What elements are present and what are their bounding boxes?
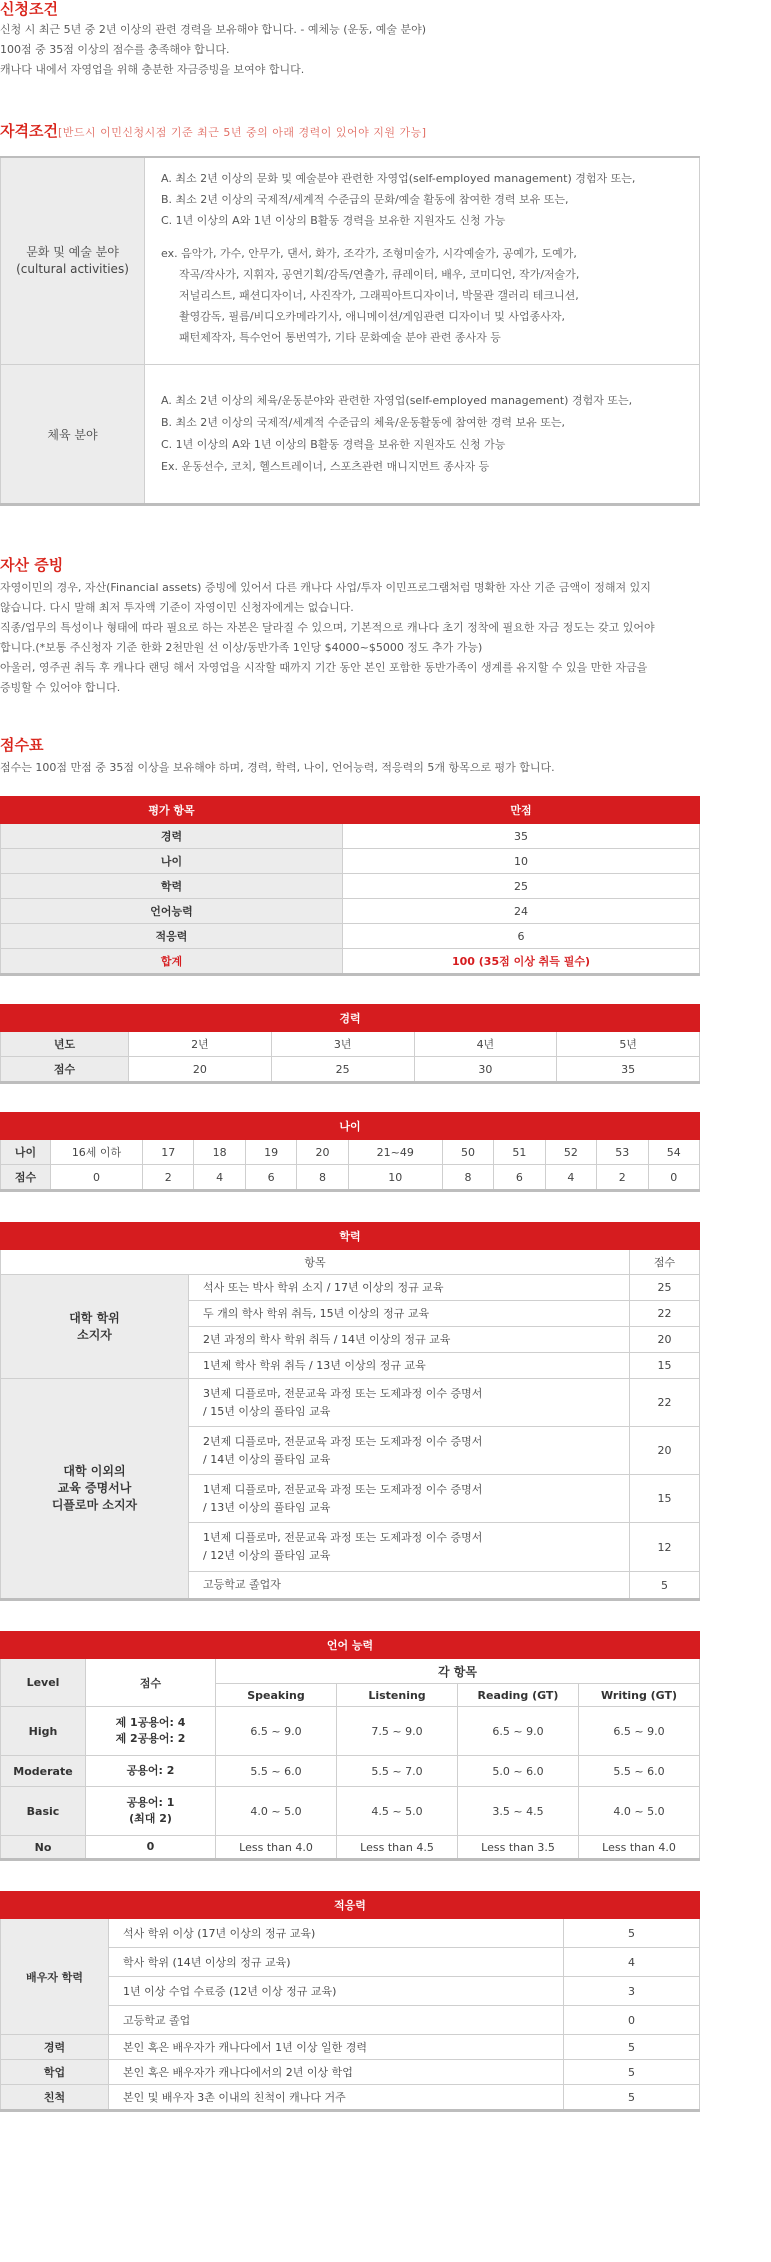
adapt-table: [0, 1891, 700, 2112]
age-ages-row: [1, 1140, 700, 1165]
edu-row: [1, 1275, 700, 1301]
edu-score: 25: [630, 1275, 700, 1301]
age-score-cell: 6: [245, 1165, 296, 1191]
edu-item: 3년제 디플로마, 전문교육 과정 또는 도제과정 이수 증명서 / 15년 이상의 풀타임 교육: [189, 1379, 630, 1427]
lang-head-score: 점수: [86, 1659, 216, 1707]
lang-head-each: 각 항목: [216, 1659, 700, 1684]
career-year-label: 년도: [1, 1032, 129, 1057]
adapt-table-head: [1, 1892, 700, 1919]
qual-table: [0, 156, 700, 506]
adapt-item: 본인 및 배우자 3촌 이내의 친척이 캐나다 거주: [109, 2085, 564, 2111]
adapt-score: 5: [564, 2035, 700, 2060]
age-score-cell: 4: [545, 1165, 596, 1191]
lang-value: Less than 4.0: [579, 1836, 700, 1860]
adapt-score: 4: [564, 1948, 700, 1977]
adapt-other-label: 경력: [1, 2035, 109, 2060]
lang-skill-head: Reading (GT): [458, 1684, 579, 1707]
lang-score: 공용어: 1 (최대 2): [86, 1787, 216, 1836]
score-total-label: 합계: [1, 949, 343, 975]
adapt-score: 5: [564, 2085, 700, 2111]
lang-score: 공용어: 2: [86, 1756, 216, 1787]
score-item-max: 10: [343, 849, 700, 874]
age-age-cell: 50: [442, 1140, 493, 1165]
qual-title-text: 자격조건: [0, 122, 58, 140]
adapt-item: 석사 학위 이상 (17년 이상의 정규 교육): [109, 1919, 564, 1948]
edu-item: 고등학교 졸업자: [189, 1572, 630, 1600]
qual-sports-line: A. 최소 2년 이상의 체육/운동분야와 관련한 자영업(self-employed management) 경험자 또는,: [161, 394, 633, 407]
edu-score: 15: [630, 1475, 700, 1523]
qual-sports-line: Ex. 운동선수, 코치, 헬스트레이너, 스포츠관련 매니지먼트 종사자 등: [161, 460, 490, 473]
age-score-cell: 6: [494, 1165, 545, 1191]
edu-head-score: 점수: [630, 1250, 700, 1275]
lang-value: 5.5 ~ 6.0: [579, 1756, 700, 1787]
lang-value: Less than 4.5: [337, 1836, 458, 1860]
qual-sports-line: C. 1년 이상의 A와 1년 이상의 B활동 경력을 보유한 지원자도 신청 가능: [161, 438, 506, 451]
adapt-score: 5: [564, 2060, 700, 2085]
lang-value: 6.5 ~ 9.0: [579, 1707, 700, 1756]
lang-value: 5.5 ~ 6.0: [216, 1756, 337, 1787]
apply-title: 신청조건: [0, 0, 58, 18]
adapt-item: 학사 학위 (14년 이상의 정규 교육): [109, 1948, 564, 1977]
edu-item: 2년 과정의 학사 학위 취득 / 14년 이상의 정규 교육: [189, 1327, 630, 1353]
lang-value: 4.0 ~ 5.0: [216, 1787, 337, 1836]
adapt-other-label: 친척: [1, 2085, 109, 2111]
score-item-max: 24: [343, 899, 700, 924]
adapt-other-row: [1, 2035, 700, 2060]
career-table: [0, 1004, 700, 1084]
score-title: 점수표: [0, 736, 44, 754]
qual-culture-ex: 패턴제작자, 특수언어 통번역가, 기타 문화예술 분야 관련 종사자 등: [179, 331, 501, 344]
career-title: 경력: [1, 1005, 700, 1032]
score-row: [1, 849, 700, 874]
lang-value: 4.5 ~ 5.0: [337, 1787, 458, 1836]
apply-line: 100점 중 35점 이상의 점수를 충족해야 합니다.: [0, 43, 230, 56]
age-score-cell: 10: [348, 1165, 442, 1191]
qual-row-culture: [1, 157, 700, 365]
age-age-cell: 21~49: [348, 1140, 442, 1165]
edu-row: [1, 1379, 700, 1427]
age-age-cell: 52: [545, 1140, 596, 1165]
edu-table-head: [1, 1223, 700, 1250]
score-item-max: 35: [343, 824, 700, 849]
age-age-cell: 54: [648, 1140, 700, 1165]
lang-value: 3.5 ~ 4.5: [458, 1787, 579, 1836]
apply-line: 캐나다 내에서 자영업을 위해 충분한 자금증빙을 보여야 합니다.: [0, 63, 305, 76]
lang-level: No: [1, 1836, 86, 1860]
assets-line: 증빙할 수 있어야 합니다.: [0, 681, 121, 694]
career-year-cell: 5년: [557, 1032, 700, 1057]
adapt-score: 3: [564, 1977, 700, 2006]
score-item-label: 경력: [1, 824, 343, 849]
assets-line: 않습니다. 다시 말해 최저 투자액 기준이 자영이민 신청자에게는 없습니다.: [0, 601, 354, 614]
adapt-score: 5: [564, 1919, 700, 1948]
age-score-label: 점수: [1, 1165, 51, 1191]
career-scores-row: [1, 1057, 700, 1083]
age-age-cell: 16세 이하: [51, 1140, 143, 1165]
age-title: 나이: [1, 1113, 700, 1140]
edu-score: 5: [630, 1572, 700, 1600]
age-age-cell: 19: [245, 1140, 296, 1165]
edu-score: 22: [630, 1301, 700, 1327]
edu-score: 20: [630, 1327, 700, 1353]
age-table: [0, 1112, 700, 1192]
assets-line: 합니다.(*보통 주신청자 기준 한화 2천만원 선 이상/동반가족 1인당 $4000~$5000 정도 추가 가능): [0, 641, 483, 654]
edu-item: 1년제 디플로마, 전문교육 과정 또는 도제과정 이수 증명서 / 13년 이상의 풀타임 교육: [189, 1475, 630, 1523]
qual-sports-content: [145, 365, 700, 505]
adapt-item: 본인 혹은 배우자가 캐나다에서의 2년 이상 학업: [109, 2060, 564, 2085]
lang-row: [1, 1787, 700, 1836]
assets-title: 자산 증빙: [0, 556, 64, 574]
age-score-cell: 4: [194, 1165, 245, 1191]
age-age-cell: 51: [494, 1140, 545, 1165]
lang-value: 6.5 ~ 9.0: [458, 1707, 579, 1756]
score-desc: 점수는 100점 만점 중 35점 이상을 보유해야 하며, 경력, 학력, 나이, 언어능력, 적응력의 5개 항목으로 평가 합니다.: [0, 761, 555, 774]
score-table-head: [1, 797, 700, 824]
age-score-cell: 8: [297, 1165, 348, 1191]
assets-line: 아울러, 영주권 취득 후 캐나다 랜딩 해서 자영업을 시작할 때까지 기간 동안 본인 포함한 동반가족이 생계를 유지할 수 있을 만한 자금을: [0, 661, 648, 674]
score-row: [1, 824, 700, 849]
lang-value: 6.5 ~ 9.0: [216, 1707, 337, 1756]
qual-title: [0, 122, 700, 142]
edu-item: 두 개의 학사 학위 취득, 15년 이상의 정규 교육: [189, 1301, 630, 1327]
score-item-label: 적응력: [1, 924, 343, 949]
qual-culture-ex: 촬영감독, 필름/비디오카메라기사, 애니메이션/게임관련 디자이너 및 사업종사자,: [179, 310, 566, 323]
age-score-cell: 0: [51, 1165, 143, 1191]
adapt-spouse-row: [1, 1919, 700, 1948]
score-row: [1, 874, 700, 899]
lang-skill-head: Listening: [337, 1684, 458, 1707]
qual-subtitle: [반드시 이민신청시점 기준 최근 5년 중의 아래 경력이 있어야 지원 가능]: [57, 126, 427, 139]
apply-lines: [0, 20, 700, 80]
edu-group-label: 대학 학위 소지자: [1, 1275, 189, 1379]
lang-value: Less than 3.5: [458, 1836, 579, 1860]
lang-value: 7.5 ~ 9.0: [337, 1707, 458, 1756]
qual-culture-content: [145, 157, 700, 365]
lang-level: High: [1, 1707, 86, 1756]
edu-item: 석사 또는 박사 학위 소지 / 17년 이상의 정규 교육: [189, 1275, 630, 1301]
apply-line: 신청 시 최근 5년 중 2년 이상의 관련 경력을 보유해야 합니다. - 예체능 (운동, 예술 분야): [0, 23, 427, 36]
age-score-cell: 8: [442, 1165, 493, 1191]
qual-culture-label: 문화 및 예술 분야 (cultural activities): [1, 157, 145, 365]
edu-item: 1년제 디플로마, 전문교육 과정 또는 도제과정 이수 증명서 / 12년 이상의 풀타임 교육: [189, 1523, 630, 1572]
qual-sports-line: B. 최소 2년 이상의 국제적/세계적 수준급의 체육/운동활동에 참여한 경력 보유 또는,: [161, 416, 565, 429]
edu-item: 2년제 디플로마, 전문교육 과정 또는 도제과정 이수 증명서 / 14년 이상의 풀타임 교육: [189, 1427, 630, 1475]
career-year-cell: 2년: [129, 1032, 272, 1057]
score-head-max: 만점: [343, 797, 700, 824]
age-age-cell: 18: [194, 1140, 245, 1165]
score-total-row: [1, 949, 700, 975]
adapt-other-label: 학업: [1, 2060, 109, 2085]
career-score-cell: 20: [129, 1057, 272, 1083]
edu-group-label: 대학 이외의 교육 증명서나 디플로마 소지자: [1, 1379, 189, 1600]
qual-row-sports: [1, 365, 700, 505]
lang-score: 제 1공용어: 4 제 2공용어: 2: [86, 1707, 216, 1756]
lang-head-level: Level: [1, 1659, 86, 1707]
edu-head-item: 항목: [1, 1250, 630, 1275]
qual-culture-line: C. 1년 이상의 A와 1년 이상의 B활동 경력을 보유한 지원자도 신청 가능: [161, 214, 506, 227]
qual-sports-label: 체육 분야: [1, 365, 145, 505]
lang-row: [1, 1707, 700, 1756]
lang-row: [1, 1836, 700, 1860]
career-year-cell: 3년: [271, 1032, 414, 1057]
adapt-item: 1년 이상 수업 수료증 (12년 이상 정규 교육): [109, 1977, 564, 2006]
lang-score: 0: [86, 1836, 216, 1860]
edu-score: 12: [630, 1523, 700, 1572]
qual-culture-ex: ex. 음악가, 가수, 안무가, 댄서, 화가, 조각가, 조형미술가, 시각예술가, 공예가, 도예가,: [161, 247, 577, 260]
age-table-head: [1, 1113, 700, 1140]
edu-score: 20: [630, 1427, 700, 1475]
qual-culture-line: A. 최소 2년 이상의 문화 및 예술분야 관련한 자영업(self-employed management) 경험자 또는,: [161, 172, 636, 185]
score-item-label: 학력: [1, 874, 343, 899]
lang-skill-head: Speaking: [216, 1684, 337, 1707]
edu-score: 15: [630, 1353, 700, 1379]
score-table: [0, 796, 700, 976]
lang-skill-head: Writing (GT): [579, 1684, 700, 1707]
adapt-spouse-label: 배우자 학력: [1, 1919, 109, 2035]
adapt-other-row: [1, 2060, 700, 2085]
age-score-cell: 2: [143, 1165, 194, 1191]
lang-value: Less than 4.0: [216, 1836, 337, 1860]
career-score-label: 점수: [1, 1057, 129, 1083]
lang-table: [0, 1631, 700, 1861]
age-scores-row: [1, 1165, 700, 1191]
career-score-cell: 35: [557, 1057, 700, 1083]
age-score-cell: 0: [648, 1165, 700, 1191]
career-table-head: [1, 1005, 700, 1032]
lang-head-row1: [1, 1659, 700, 1684]
adapt-item: 본인 혹은 배우자가 캐나다에서 1년 이상 일한 경력: [109, 2035, 564, 2060]
score-row: [1, 924, 700, 949]
edu-table: [0, 1222, 700, 1601]
assets-line: 자영이민의 경우, 자산(Financial assets) 증빙에 있어서 다른 캐나다 사업/투자 이민프로그램처럼 명확한 자산 기준 금액이 정해져 있지: [0, 581, 651, 594]
lang-level: Moderate: [1, 1756, 86, 1787]
adapt-other-row: [1, 2085, 700, 2111]
score-head-item: 평가 항목: [1, 797, 343, 824]
adapt-score: 0: [564, 2006, 700, 2035]
edu-subhead: [1, 1250, 700, 1275]
career-score-cell: 25: [271, 1057, 414, 1083]
score-item-label: 언어능력: [1, 899, 343, 924]
score-row: [1, 899, 700, 924]
lang-row: [1, 1756, 700, 1787]
edu-title: 학력: [1, 1223, 700, 1250]
lang-value: 4.0 ~ 5.0: [579, 1787, 700, 1836]
apply-section: [0, 0, 700, 20]
age-age-cell: 17: [143, 1140, 194, 1165]
adapt-title: 적응력: [1, 1892, 700, 1919]
age-age-label: 나이: [1, 1140, 51, 1165]
lang-value: 5.0 ~ 6.0: [458, 1756, 579, 1787]
career-year-cell: 4년: [414, 1032, 557, 1057]
lang-title: 언어 능력: [1, 1632, 700, 1659]
age-age-cell: 20: [297, 1140, 348, 1165]
score-item-max: 25: [343, 874, 700, 899]
edu-item: 1년제 학사 학위 취득 / 13년 이상의 정규 교육: [189, 1353, 630, 1379]
score-total-value: 100 (35점 이상 취득 필수): [343, 949, 700, 975]
score-item-label: 나이: [1, 849, 343, 874]
assets-lines: [0, 578, 700, 698]
assets-line: 직종/업무의 특성이나 형태에 따라 필요로 하는 자본은 달라질 수 있으며, 기본적으로 캐나다 초기 정착에 필요한 자금 정도는 갖고 있어야: [0, 621, 655, 634]
career-years-row: [1, 1032, 700, 1057]
lang-level: Basic: [1, 1787, 86, 1836]
qual-culture-ex: 저널리스트, 패션디자이너, 사진작가, 그래픽아트디자이너, 박물관 갤러리 테크니션,: [179, 289, 579, 302]
qual-culture-ex: 작곡/작사가, 지휘자, 공연기획/감독/연출가, 큐레이터, 배우, 코미디언, 작가/저술가,: [179, 268, 580, 281]
lang-table-head: [1, 1632, 700, 1659]
age-age-cell: 53: [597, 1140, 648, 1165]
qual-culture-line: B. 최소 2년 이상의 국제적/세계적 수준급의 문화/예술 활동에 참여한 경력 보유 또는,: [161, 193, 569, 206]
lang-value: 5.5 ~ 7.0: [337, 1756, 458, 1787]
adapt-item: 고등학교 졸업: [109, 2006, 564, 2035]
age-score-cell: 2: [597, 1165, 648, 1191]
career-score-cell: 30: [414, 1057, 557, 1083]
edu-score: 22: [630, 1379, 700, 1427]
score-item-max: 6: [343, 924, 700, 949]
